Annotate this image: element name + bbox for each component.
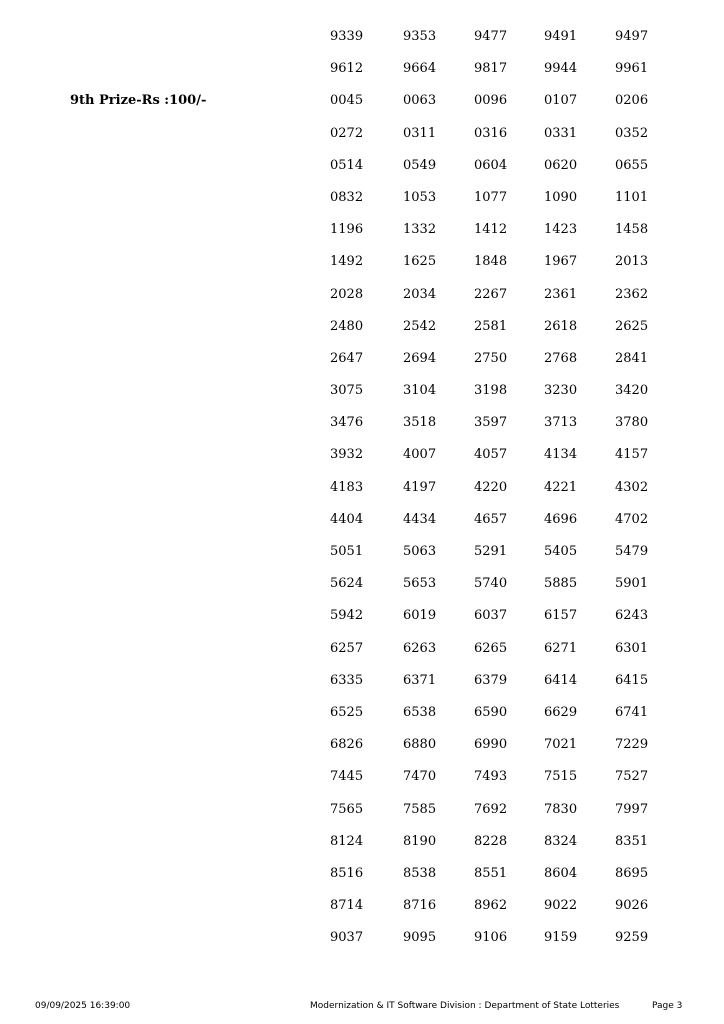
number-row bbox=[0, 383, 724, 415]
ticket-number: 1090 bbox=[544, 189, 578, 205]
ticket-number: 9961 bbox=[615, 61, 649, 77]
ticket-number: 2625 bbox=[615, 318, 649, 334]
number-row bbox=[0, 834, 724, 866]
ticket-number: 8714 bbox=[330, 898, 364, 914]
ticket-number: 6271 bbox=[544, 640, 578, 656]
ticket-number: 6379 bbox=[474, 672, 508, 688]
ticket-number: 6301 bbox=[615, 640, 649, 656]
ticket-number: 1423 bbox=[544, 222, 578, 238]
number-row bbox=[0, 737, 724, 769]
number-row bbox=[0, 351, 724, 383]
number-row bbox=[0, 287, 724, 319]
number-row bbox=[0, 126, 724, 158]
ticket-number: 8695 bbox=[615, 865, 649, 881]
ticket-number: 9159 bbox=[544, 930, 578, 946]
ticket-number: 6257 bbox=[330, 640, 364, 656]
ticket-number: 7493 bbox=[474, 769, 508, 785]
ticket-number: 1053 bbox=[403, 189, 437, 205]
ticket-number: 2542 bbox=[403, 318, 437, 334]
ticket-number: 9259 bbox=[615, 930, 649, 946]
ticket-number: 0272 bbox=[330, 125, 364, 141]
ticket-number: 2267 bbox=[474, 286, 508, 302]
ticket-number: 9477 bbox=[474, 29, 508, 44]
ticket-number: 7830 bbox=[544, 801, 578, 817]
ticket-number: 9022 bbox=[544, 898, 578, 914]
ticket-number: 2647 bbox=[330, 350, 364, 366]
ticket-number: 3713 bbox=[544, 415, 578, 431]
footer-division: Modernization & IT Software Division : Department of State Lotteries bbox=[310, 1001, 620, 1011]
prize-heading: 9th Prize-Rs :100/- bbox=[70, 93, 207, 108]
number-row bbox=[0, 866, 724, 898]
ticket-number: 8604 bbox=[544, 865, 578, 881]
ticket-number: 1625 bbox=[403, 254, 437, 270]
ticket-number: 7527 bbox=[615, 769, 649, 785]
ticket-number: 0206 bbox=[615, 93, 649, 109]
ticket-number: 2362 bbox=[615, 286, 649, 302]
ticket-number: 4220 bbox=[474, 479, 508, 495]
ticket-number: 0331 bbox=[544, 125, 578, 141]
ticket-number: 4702 bbox=[615, 511, 649, 527]
ticket-number: 2361 bbox=[544, 286, 578, 302]
ticket-number: 3075 bbox=[330, 383, 364, 399]
ticket-number: 0604 bbox=[474, 157, 508, 173]
ticket-number: 6826 bbox=[330, 737, 364, 753]
number-row bbox=[0, 705, 724, 737]
ticket-number: 2841 bbox=[615, 350, 649, 366]
number-row bbox=[0, 61, 724, 93]
ticket-number: 5942 bbox=[330, 608, 364, 624]
ticket-number: 1196 bbox=[330, 222, 364, 238]
ticket-number: 8124 bbox=[330, 833, 364, 849]
ticket-number: 5901 bbox=[615, 576, 649, 592]
ticket-number: 4696 bbox=[544, 511, 578, 527]
ticket-number: 6538 bbox=[403, 704, 437, 720]
ticket-number: 6263 bbox=[403, 640, 437, 656]
number-row bbox=[0, 512, 724, 544]
ticket-number: 9497 bbox=[615, 29, 649, 44]
ticket-number: 2581 bbox=[474, 318, 508, 334]
ticket-number: 8228 bbox=[474, 833, 508, 849]
ticket-number: 8190 bbox=[403, 833, 437, 849]
ticket-number: 8716 bbox=[403, 898, 437, 914]
number-row bbox=[0, 769, 724, 801]
number-row bbox=[0, 544, 724, 576]
ticket-number: 7585 bbox=[403, 801, 437, 817]
ticket-number: 3597 bbox=[474, 415, 508, 431]
ticket-number: 8324 bbox=[544, 833, 578, 849]
number-row bbox=[0, 29, 724, 61]
ticket-number: 4302 bbox=[615, 479, 649, 495]
ticket-number: 5624 bbox=[330, 576, 364, 592]
number-row bbox=[0, 641, 724, 673]
ticket-number: 5740 bbox=[474, 576, 508, 592]
ticket-number: 9353 bbox=[403, 29, 437, 44]
ticket-number: 4183 bbox=[330, 479, 364, 495]
number-row bbox=[0, 319, 724, 351]
ticket-number: 9026 bbox=[615, 898, 649, 914]
ticket-number: 4197 bbox=[403, 479, 437, 495]
ticket-number: 0096 bbox=[474, 93, 508, 109]
ticket-number: 1458 bbox=[615, 222, 649, 238]
footer-timestamp: 09/09/2025 16:39:00 bbox=[35, 1001, 131, 1011]
ticket-number: 0045 bbox=[330, 93, 364, 109]
ticket-number: 6525 bbox=[330, 704, 364, 720]
ticket-number: 1848 bbox=[474, 254, 508, 270]
ticket-number: 6741 bbox=[615, 704, 649, 720]
ticket-number: 3780 bbox=[615, 415, 649, 431]
ticket-number: 3518 bbox=[403, 415, 437, 431]
number-row bbox=[0, 930, 724, 962]
ticket-number: 7565 bbox=[330, 801, 364, 817]
ticket-number: 4221 bbox=[544, 479, 578, 495]
ticket-number: 5885 bbox=[544, 576, 578, 592]
ticket-number: 6335 bbox=[330, 672, 364, 688]
ticket-number: 8516 bbox=[330, 865, 364, 881]
number-row bbox=[0, 898, 724, 930]
ticket-number: 5291 bbox=[474, 544, 508, 559]
ticket-number: 2013 bbox=[615, 254, 649, 270]
number-row bbox=[0, 480, 724, 512]
ticket-number: 0107 bbox=[544, 93, 578, 109]
ticket-number: 0514 bbox=[330, 157, 364, 173]
number-row bbox=[0, 447, 724, 479]
ticket-number: 6157 bbox=[544, 608, 578, 624]
ticket-number: 5405 bbox=[544, 544, 578, 559]
ticket-number: 4434 bbox=[403, 511, 437, 527]
ticket-number: 7021 bbox=[544, 737, 578, 753]
ticket-number: 5653 bbox=[403, 576, 437, 592]
ticket-number: 9944 bbox=[544, 61, 578, 77]
number-row bbox=[0, 254, 724, 286]
number-row bbox=[0, 190, 724, 222]
ticket-number: 0316 bbox=[474, 125, 508, 141]
ticket-number: 7470 bbox=[403, 769, 437, 785]
ticket-number: 5063 bbox=[403, 544, 437, 559]
footer-page-number: Page 3 bbox=[652, 1001, 683, 1011]
ticket-number: 4157 bbox=[615, 447, 649, 463]
number-row bbox=[0, 673, 724, 705]
ticket-number: 2694 bbox=[403, 350, 437, 366]
number-row bbox=[0, 415, 724, 447]
ticket-number: 9037 bbox=[330, 930, 364, 946]
ticket-number: 6371 bbox=[403, 672, 437, 688]
ticket-number: 2028 bbox=[330, 286, 364, 302]
ticket-number: 7445 bbox=[330, 769, 364, 785]
ticket-number: 2768 bbox=[544, 350, 578, 366]
ticket-number: 6880 bbox=[403, 737, 437, 753]
ticket-number: 2034 bbox=[403, 286, 437, 302]
ticket-number: 6990 bbox=[474, 737, 508, 753]
ticket-number: 0311 bbox=[403, 125, 437, 141]
number-row bbox=[0, 222, 724, 254]
number-row bbox=[0, 93, 724, 125]
ticket-number: 1077 bbox=[474, 189, 508, 205]
ticket-number: 6037 bbox=[474, 608, 508, 624]
ticket-number: 0655 bbox=[615, 157, 649, 173]
number-row bbox=[0, 576, 724, 608]
ticket-number: 2750 bbox=[474, 350, 508, 366]
number-row bbox=[0, 158, 724, 190]
ticket-number: 0549 bbox=[403, 157, 437, 173]
ticket-number: 8962 bbox=[474, 898, 508, 914]
ticket-number: 6590 bbox=[474, 704, 508, 720]
ticket-number: 4657 bbox=[474, 511, 508, 527]
number-row bbox=[0, 608, 724, 640]
ticket-number: 1101 bbox=[615, 189, 649, 205]
ticket-number: 9612 bbox=[330, 61, 364, 77]
ticket-number: 2618 bbox=[544, 318, 578, 334]
ticket-number: 9817 bbox=[474, 61, 508, 77]
ticket-number: 3198 bbox=[474, 383, 508, 399]
ticket-number: 6019 bbox=[403, 608, 437, 624]
ticket-number: 0832 bbox=[330, 189, 364, 205]
ticket-number: 6265 bbox=[474, 640, 508, 656]
ticket-number: 3476 bbox=[330, 415, 364, 431]
ticket-number: 0620 bbox=[544, 157, 578, 173]
ticket-number: 3230 bbox=[544, 383, 578, 399]
ticket-number: 1967 bbox=[544, 254, 578, 270]
ticket-number: 9095 bbox=[403, 930, 437, 946]
ticket-number: 6629 bbox=[544, 704, 578, 720]
ticket-number: 1412 bbox=[474, 222, 508, 238]
ticket-number: 6414 bbox=[544, 672, 578, 688]
ticket-number: 4404 bbox=[330, 511, 364, 527]
ticket-number: 3932 bbox=[330, 447, 364, 463]
ticket-number: 7997 bbox=[615, 801, 649, 817]
ticket-number: 6243 bbox=[615, 608, 649, 624]
ticket-number: 3104 bbox=[403, 383, 437, 399]
ticket-number: 1492 bbox=[330, 254, 364, 270]
ticket-number: 4134 bbox=[544, 447, 578, 463]
ticket-number: 9664 bbox=[403, 61, 437, 77]
ticket-number: 9339 bbox=[330, 29, 364, 44]
ticket-number: 5051 bbox=[330, 544, 364, 559]
ticket-number: 7692 bbox=[474, 801, 508, 817]
ticket-number: 5479 bbox=[615, 544, 649, 559]
ticket-number: 9106 bbox=[474, 930, 508, 946]
ticket-number: 3420 bbox=[615, 383, 649, 399]
ticket-number: 8538 bbox=[403, 865, 437, 881]
ticket-number: 7515 bbox=[544, 769, 578, 785]
ticket-number: 7229 bbox=[615, 737, 649, 753]
ticket-number: 0063 bbox=[403, 93, 437, 109]
ticket-number: 0352 bbox=[615, 125, 649, 141]
number-row bbox=[0, 802, 724, 834]
ticket-number: 6415 bbox=[615, 672, 649, 688]
winning-numbers-grid bbox=[0, 29, 724, 962]
ticket-number: 8551 bbox=[474, 865, 508, 881]
ticket-number: 4007 bbox=[403, 447, 437, 463]
ticket-number: 1332 bbox=[403, 222, 437, 238]
ticket-number: 8351 bbox=[615, 833, 649, 849]
ticket-number: 9491 bbox=[544, 29, 578, 44]
ticket-number: 2480 bbox=[330, 318, 364, 334]
ticket-number: 4057 bbox=[474, 447, 508, 463]
